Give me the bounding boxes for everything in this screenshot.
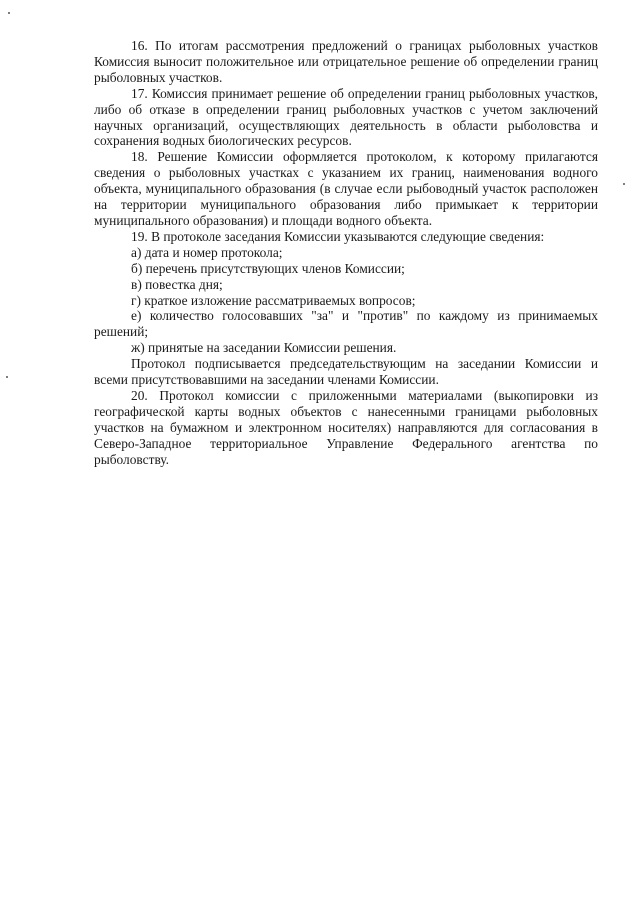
- list-item-a: а) дата и номер протокола;: [131, 244, 283, 260]
- scan-speck: [8, 12, 10, 14]
- paragraph-19: 19. В протоколе заседания Комиссии указываются следующие сведения:: [131, 228, 545, 244]
- scan-speck: [6, 376, 8, 378]
- list-item-b: б) перечень присутствующих членов Комиссии;: [131, 260, 405, 276]
- list-item-zh: ж) принятые на заседании Комиссии решения.: [131, 340, 397, 356]
- paragraph-17: 17. Комиссия принимает решение об определении границ рыболовных участков, либо об отказе в определении границ рыболовных участков с учетом заключений научных организаций, осуществляющих деятельность в области рыболовства и сохранения водных биологических ресурсов.: [94, 85, 598, 149]
- list-item-e: е) количество голосовавших "за" и "против" по каждому из принимаемых решений;: [94, 308, 598, 340]
- list-item-v: в) повестка дня;: [131, 276, 223, 292]
- paragraph-16: 16. По итогам рассмотрения предложений о границах рыболовных участков Комиссия выносит положительное или отрицательное решение об определении границ рыболовных участков.: [94, 38, 598, 85]
- paragraph-20: 20. Протокол комиссии с приложенными материалами (выкопировки из географической карты водных объектов с нанесенными границами рыболовных участков на бумажном и электронном носителях) направляются для согласования в Северо-Западное территориальное Управление Федерального агентства по рыболовству.: [94, 387, 598, 467]
- document-body: [94, 38, 598, 467]
- protocol-signing-paragraph: Протокол подписывается председательствующим на заседании Комиссии и всеми присутствовавшими на заседании членами Комиссии.: [94, 356, 598, 388]
- scan-speck: [623, 183, 625, 185]
- list-item-g: г) краткое изложение рассматриваемых вопросов;: [131, 292, 416, 308]
- paragraph-18: 18. Решение Комиссии оформляется протоколом, к которому прилагаются сведения о рыболовных участках с указанием их границ, наименования водного объекта, муниципального образования (в случае если рыбоводный участок расположен на территории муниципального образования либо примыкает к территории муниципального образования) и площади водного объекта.: [94, 149, 598, 228]
